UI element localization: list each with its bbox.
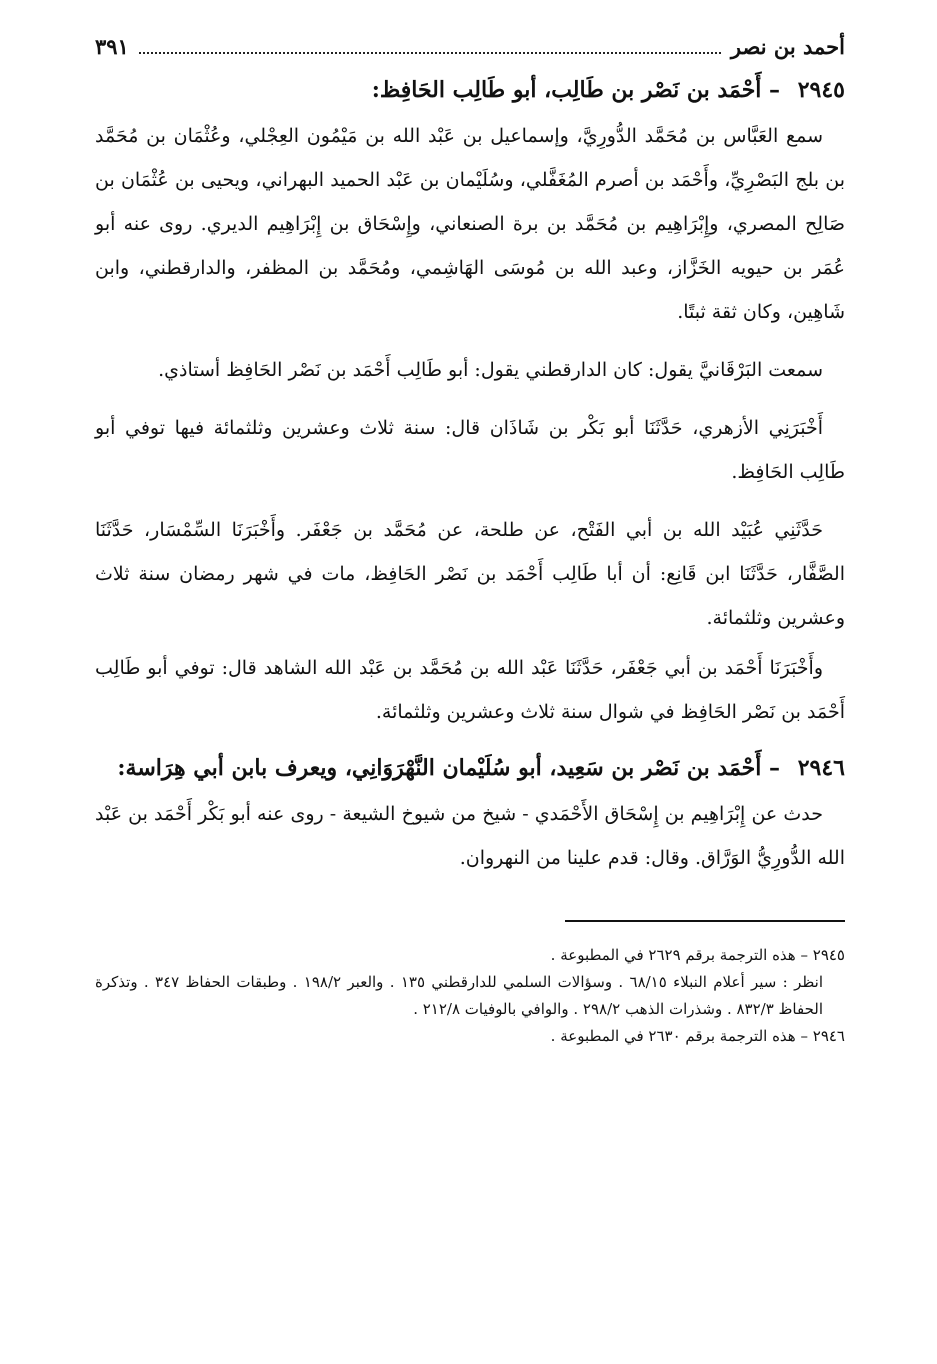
entry-2945 [95, 70, 845, 734]
entry-heading: – أَحْمَد بن نَصْر بن سَعِيد، أبو سُلَيْمان النَّهْرَوَانِي، ويعرف بابن أبي هِرَاسة: [117, 755, 781, 781]
leader-dots [139, 32, 721, 54]
entry-number: ٢٩٤٥ [797, 77, 845, 103]
entry-paragraph: أَخْبَرَنِي الأزهري، حَدَّثَنَا أبو بَكْر بن شَاذَان قال: سنة ثلاث وعشرين وثلثمائة فيها توفي أبو طَالِب الحَافِظ. [95, 417, 845, 483]
entry-paragraph: وأَخْبَرَنَا أَحْمَد بن أبي جَعْفَر، حَدَّثَنَا عَبْد الله بن مُحَمَّد بن عَبْد الله الشاهد قال: توفي أبو طَالِب أَحْمَد بن نَصْر الحَافِظ في شوال سنة ثلاث وعشرين وثلثمائة. [95, 657, 845, 723]
footnote: ٢٩٤٥ – هذه الترجمة برقم ٢٦٢٩ في المطبوعة . [550, 946, 845, 964]
running-head [95, 30, 845, 64]
page-number: ٣٩١ [95, 34, 129, 59]
entry-paragraph: سمع العَبَّاس بن مُحَمَّد الدُّورِيَّ، وإسماعيل بن عَبْد الله بن مَيْمُون العِجْلي، وعُثْمَان بن مُحَمَّد بن بلج البَصْرِيِّ، وأَحْمَد بن أصرم المُغَفَّلي، وسُلَيْمان بن عَبْد الحميد البهراني، ويحيى بن عُثْمَان بن صَالِح المصري، وإِبْرَاهِيم بن مُحَمَّد بن برة الصنعاني، وإِسْحَاق بن إِبْرَاهِيم الديري. روى عنه أبو عُمَر بن حيويه الخَزَّاز، وعبد الله بن مُوسَى الهَاشِمي، ومُحَمَّد بن المظفر، والدارقطني، وابن شَاهِين، وكان ثقة ثبتًا. [95, 125, 845, 323]
book-page [95, 30, 845, 1350]
entry-paragraph: حَدَّثَنِي عُبَيْد الله بن أبي الفَتْح، عن طلحة، عن مُحَمَّد بن جَعْفَر. وأَخْبَرَنَا السِّمْسَار، حَدَّثَنَا الصَّفَّار، حَدَّثَنَا ابن قَانِع: أن أبا طَالِب أَحْمَد بن نَصْر الحَافِظ، مات في شهر رمضان سنة ثلاث وعشرين وثلثمائة. [95, 519, 845, 629]
running-head-title: أحمد بن نصر [730, 34, 845, 59]
footnotes [95, 942, 845, 1050]
footnote: انظر : سير أعلام النبلاء ٦٨/١٥ . وسؤالات السلمي للدارقطني ١٣٥ . والعبر ١٩٨/٢ . وطبقات الحفاظ ٣٤٧ . وتذكرة الحفاظ ٨٣٢/٣ . وشذرات الذهب ٢٩٨/٢ . والوافي بالوفيات ٢١٢/٨ . [95, 973, 824, 1018]
entry-paragraph: حدث عن إِبْرَاهِيم بن إِسْحَاق الأَحْمَدي - شيخ من شيوخ الشيعة - روى عنه أبو بَكْر أَحْمَد بن عَبْد الله الدُّورِيُّ الوَرَّاق. وقال: قدم علينا من النهروان. [95, 803, 845, 869]
entry-title [95, 748, 845, 788]
entry-paragraph: سمعت البَرْقَانيَّ يقول: كان الدارقطني يقول: أبو طَالِب أَحْمَد بن نَصْر الحَافِظ أستاذي. [158, 359, 823, 381]
footnote-separator [565, 920, 845, 922]
entry-title [95, 70, 845, 110]
entry-heading: – أَحْمَد بن نَصْر بن طَالِب، أبو طَالِب الحَافِظ: [371, 77, 781, 103]
entry-number: ٢٩٤٦ [797, 755, 845, 781]
footnote: ٢٩٤٦ – هذه الترجمة برقم ٢٦٣٠ في المطبوعة . [550, 1027, 845, 1045]
entry-2946 [95, 748, 845, 880]
